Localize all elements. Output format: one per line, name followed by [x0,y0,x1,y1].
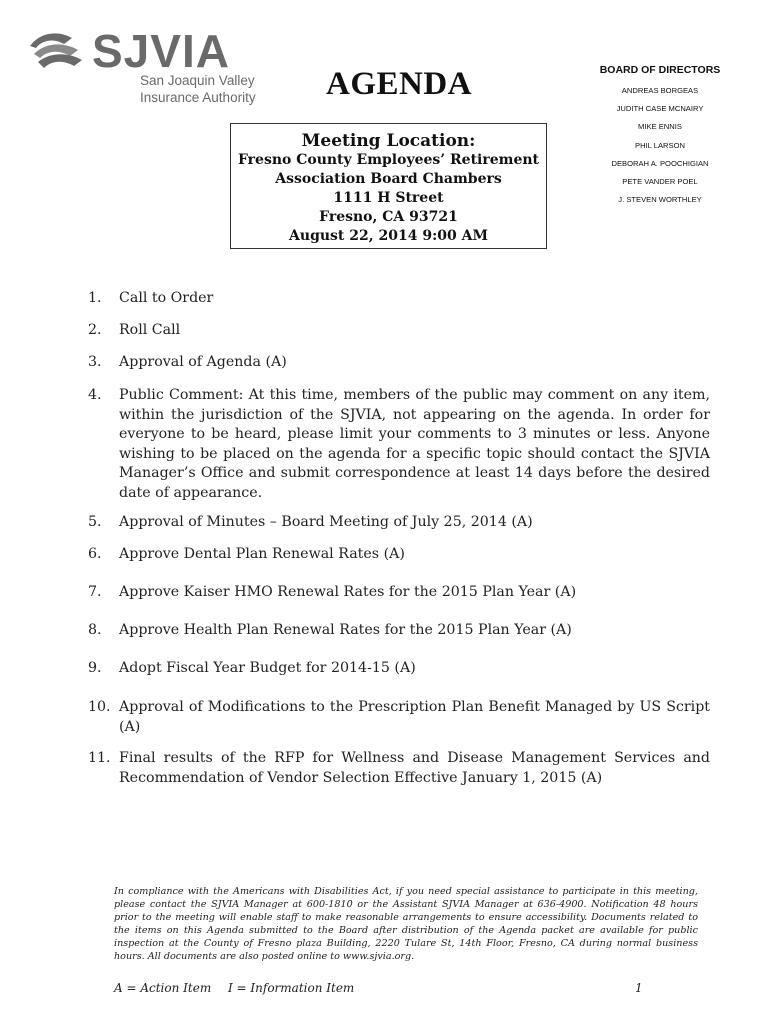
board-member: DEBORAH A. POOCHIGIAN [611,158,709,168]
agenda-item-number: 2. [88,322,102,338]
location-line: 1111 H Street [333,190,444,206]
sjvia-swoosh-icon [28,28,88,78]
agenda-item-number: 6. [88,546,102,562]
page-title: AGENDA [326,66,473,102]
logo-wordmark: SJVIA [92,25,230,77]
agenda-item [88,749,710,788]
ada-compliance-notice: In compliance with the Americans with Disabilities Act, if you need special assistance to participate in this meeting, please contact the SJVIA Manager at 600-1810 or the Assistant SJVIA Manager at 636-4900. Notification 48 hours prior to the meeting will enable staff to make reasonable arrangements to ensure accessibility. Documents related to the items on this Agenda submitted to the Board after distribution of the Agenda packet are available for public inspection at the County of Fresno plaza Building, 2220 Tulare St, 14th Floor, Fresno, CA during normal business hours. All documents are also posted online to www.sjvia.org. [114,886,698,962]
agenda-item-number: 10. [88,699,111,715]
agenda-item-number: 9. [88,660,102,676]
agenda-item-text: Approval of Modifications to the Prescription Plan Benefit Managed by US Script (A) [119,699,710,735]
agenda-item [88,545,710,565]
board-of-directors [580,64,740,209]
agenda-item-number: 11. [88,750,111,766]
location-line: Fresno County Employees’ Retirement [237,152,540,168]
board-member: PETE VANDER POEL [622,177,698,187]
location-heading: Meeting Location: [301,131,476,151]
agenda-item-text: Call to Order [119,290,214,306]
board-heading: BOARD OF DIRECTORS [599,64,721,76]
agenda-item-number: 1. [88,290,102,306]
agenda-item-number: 8. [88,622,102,638]
action-item-legend: A = Action Item [114,981,212,995]
agenda-item-text: Adopt Fiscal Year Budget for 2014-15 (A) [119,660,416,676]
agenda-item [88,698,710,737]
location-line: Association Board Chambers [275,171,502,187]
agenda-item-text: Approval of Agenda (A) [119,354,287,370]
agenda-item [88,513,710,533]
agenda-item [88,386,710,503]
logo-subtitle [140,72,256,106]
agenda-item [88,321,710,341]
board-member: J. STEVEN WORTHLEY [618,195,702,205]
meeting-location-box [230,123,547,249]
board-member: JUDITH CASE MCNAIRY [616,104,704,114]
location-line: Fresno, CA 93721 [319,209,458,225]
agenda-item-text: Roll Call [119,322,181,338]
agenda-item-text: Public Comment: At this time, members of the public may comment on any item, within the jurisdiction of the SJVIA, not appearing on the agenda. In order for everyone to be heard, please limit your comments to 3 minutes or less. Anyone wishing to be placed on the agenda for a specific topic should contact the SJVIA Manager’s Office and submit correspondence at least 14 days before the desired date of appearance. [119,387,710,501]
agenda-item [88,289,710,309]
agenda-item-text: Approve Health Plan Renewal Rates for the 2015 Plan Year (A) [119,622,572,638]
logo-subtitle-line1: San Joaquin Valley [140,73,255,88]
location-line: August 22, 2014 9:00 AM [289,228,488,244]
agenda-item [88,583,710,603]
board-member: ANDREAS BORGEAS [621,86,699,95]
board-member: MIKE ENNIS [638,122,682,132]
agenda-item [88,353,710,373]
agenda-item-text: Approve Kaiser HMO Renewal Rates for the 2015 Plan Year (A) [119,584,577,600]
agenda-item-text: Final results of the RFP for Wellness and Disease Management Services and Recommendation of Vendor Selection Effective January 1, 2015 (A) [119,750,710,786]
agenda-item-number: 7. [88,584,102,600]
agenda-item-number: 3. [88,354,102,370]
information-item-legend: I = Information Item [228,981,355,995]
logo-subtitle-line2: Insurance Authority [140,90,256,105]
page-number: 1 [635,981,643,995]
agenda-item [88,621,710,641]
sjvia-logo [28,25,268,108]
agenda-item-text: Approval of Minutes – Board Meeting of July 25, 2014 (A) [119,514,533,530]
agenda-item-text: Approve Dental Plan Renewal Rates (A) [119,546,405,562]
agenda-item [88,659,710,679]
board-member: PHIL LARSON [635,140,685,150]
agenda-item-number: 5. [88,514,102,530]
agenda-item-number: 4. [88,387,102,403]
